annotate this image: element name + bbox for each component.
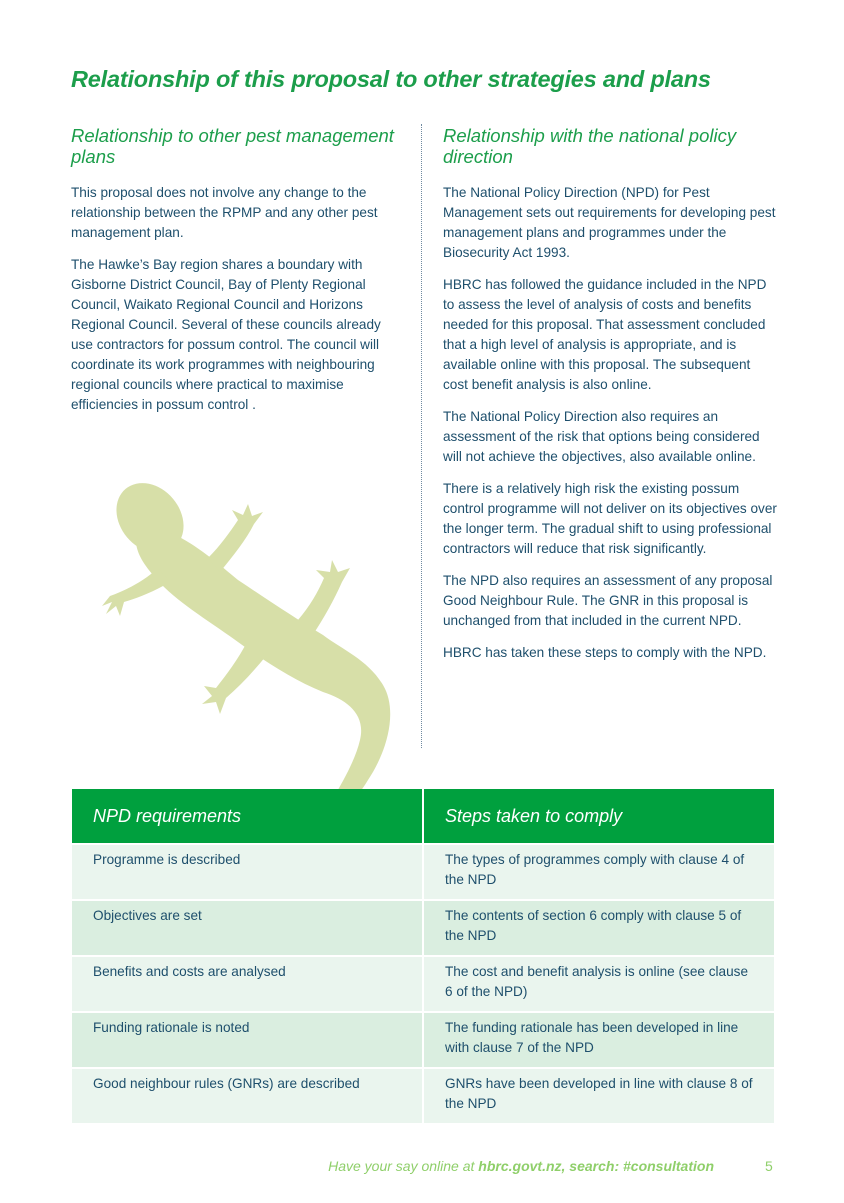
requirement-cell: Funding rationale is noted [72,1012,423,1068]
table-row [72,1012,774,1068]
requirement-cell: Programme is described [72,844,423,900]
step-cell: The funding rationale has been developed in line with clause 7 of the NPD [423,1012,774,1068]
table-row [72,956,774,1012]
right-paragraph: HBRC has followed the guidance included in the NPD to assess the level of analysis of costs and benefits needed for this proposal. That assessment concluded that a high level of analysis is appropriate, and is available online with this proposal. The subsequent cost benefit analysis is also online. [443,277,767,392]
right-paragraph: HBRC has taken these steps to comply with the NPD. [443,645,767,660]
right-paragraph: The NPD also requires an assessment of any proposal Good Neighbour Rule. The GNR in this proposal is unchanged from that included in the current NPD. [443,573,773,628]
left-paragraph: This proposal does not involve any change to the relationship between the RPMP and any other pest management plan. [71,185,378,240]
table-header-requirements: NPD requirements [72,789,423,844]
table-row [72,844,774,900]
right-paragraph: The National Policy Direction also requires an assessment of the risk that options being considered will not achieve the objectives, also available online. [443,409,760,464]
step-cell: GNRs have been developed in line with clause 8 of the NPD [423,1068,774,1123]
table-header-row [72,789,774,844]
table-row [72,900,774,956]
step-cell: The types of programmes comply with clause 4 of the NPD [423,844,774,900]
column-divider [421,124,422,748]
page-number: 5 [765,1158,773,1174]
right-paragraph: The National Policy Direction (NPD) for Pest Management sets out requirements for developing pest management plans and programmes under the Biosecurity Act 1993. [443,185,776,260]
footer-consultation [328,1158,714,1174]
table-header-steps: Steps taken to comply [423,789,774,844]
npd-requirements-table [72,789,774,1123]
requirement-cell: Objectives are set [72,900,423,956]
footer-link[interactable]: hbrc.govt.nz, search: #consultation [478,1158,714,1174]
right-heading: Relationship with the national policy direction [443,125,737,167]
left-column [71,125,406,427]
requirement-cell: Benefits and costs are analysed [72,956,423,1012]
step-cell: The cost and benefit analysis is online (see clause 6 of the NPD) [423,956,774,1012]
requirement-cell: Good neighbour rules (GNRs) are described [72,1068,423,1123]
left-paragraph: The Hawke’s Bay region shares a boundary with Gisborne District Council, Bay of Plenty Regional Council, Waikato Regional Council and Horizons Regional Council. Several of these councils already use contractors for possum control. The council will coordinate its work programmes with neighbouring regional councils where practical to maximise efficiencies in possum control . [71,257,381,412]
footer-prefix: Have your say online at [328,1158,479,1174]
gecko-illustration [98,460,398,840]
right-column [443,125,779,675]
left-heading: Relationship to other pest management plans [71,125,394,167]
page-title: Relationship of this proposal to other strategies and plans [71,66,711,92]
right-paragraph: There is a relatively high risk the existing possum control programme will not deliver on its objectives over the longer term. The gradual shift to using professional contractors will reduce that risk significantly. [443,481,777,556]
step-cell: The contents of section 6 comply with clause 5 of the NPD [423,900,774,956]
table-row [72,1068,774,1123]
